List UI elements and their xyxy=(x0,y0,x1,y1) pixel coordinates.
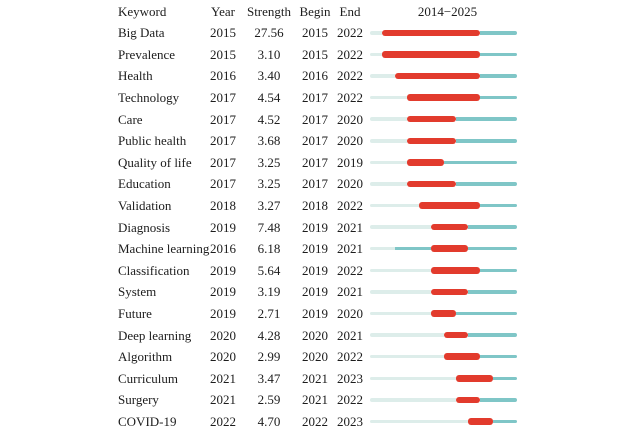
keyword-cell: Public health xyxy=(118,133,187,149)
timeline-cell xyxy=(370,29,517,37)
begin-cell: 2019 xyxy=(302,241,328,257)
table-row xyxy=(0,44,640,66)
end-cell: 2021 xyxy=(337,284,363,300)
pre-appearance-segment xyxy=(370,269,431,273)
post-burst-segment xyxy=(444,161,518,165)
begin-cell: 2017 xyxy=(302,154,328,170)
pre-appearance-segment xyxy=(370,333,444,337)
table-row xyxy=(0,368,640,390)
pre-appearance-segment xyxy=(370,204,419,208)
post-burst-segment xyxy=(480,269,517,273)
post-burst-segment xyxy=(480,355,517,359)
burst-segment xyxy=(431,224,468,231)
burst-timeline-bar xyxy=(370,266,517,274)
pre-appearance-segment xyxy=(370,139,407,143)
burst-timeline-bar xyxy=(370,137,517,145)
strength-cell: 4.28 xyxy=(257,327,281,343)
end-cell: 2021 xyxy=(337,241,363,257)
table-row xyxy=(0,303,640,325)
begin-cell: 2016 xyxy=(302,68,328,84)
burst-segment xyxy=(431,289,468,296)
strength-cell: 3.25 xyxy=(257,154,281,170)
pre-appearance-segment xyxy=(370,420,468,424)
burst-timeline-bar xyxy=(370,245,517,253)
table-row xyxy=(0,281,640,303)
timeline-cell xyxy=(370,331,517,339)
keyword-cell: Deep learning xyxy=(118,327,192,343)
year-cell: 2017 xyxy=(210,154,236,170)
timeline-cell xyxy=(370,158,517,166)
year-cell: 2019 xyxy=(210,284,236,300)
end-cell: 2021 xyxy=(337,219,363,235)
table-row xyxy=(0,216,640,238)
timeline-cell xyxy=(370,137,517,145)
burst-segment xyxy=(395,73,481,80)
year-cell: 2018 xyxy=(210,198,236,214)
burst-segment xyxy=(407,94,481,101)
post-burst-segment xyxy=(480,31,517,35)
pre-appearance-segment xyxy=(370,225,431,229)
table-row xyxy=(0,22,640,44)
year-cell: 2016 xyxy=(210,241,236,257)
table-row xyxy=(0,324,640,346)
keyword-cell: COVID-19 xyxy=(118,413,177,429)
burst-segment xyxy=(407,159,444,166)
strength-cell: 4.54 xyxy=(257,90,281,106)
burst-timeline-bar xyxy=(370,310,517,318)
strength-cell: 2.71 xyxy=(257,306,281,322)
strength-cell: 3.25 xyxy=(257,176,281,192)
burst-segment xyxy=(419,202,480,209)
timeline-cell xyxy=(370,310,517,318)
post-burst-segment xyxy=(480,74,517,78)
column-header-begin: Begin xyxy=(299,4,331,19)
table-row xyxy=(0,346,640,368)
strength-cell: 4.52 xyxy=(257,111,281,127)
begin-cell: 2015 xyxy=(302,46,328,62)
burst-timeline-bar xyxy=(370,223,517,231)
table-row xyxy=(0,195,640,217)
timeline-cell xyxy=(370,396,517,404)
pre-appearance-segment xyxy=(370,355,444,359)
pre-burst-segment xyxy=(395,247,432,251)
burst-timeline-bar xyxy=(370,396,517,404)
end-cell: 2022 xyxy=(337,25,363,41)
keyword-cell: System xyxy=(118,284,157,300)
begin-cell: 2017 xyxy=(302,133,328,149)
keyword-cell: Validation xyxy=(118,198,172,214)
post-burst-segment xyxy=(456,312,517,316)
burst-timeline-bar xyxy=(370,29,517,37)
strength-cell: 27.56 xyxy=(254,25,284,41)
burst-timeline-bar xyxy=(370,180,517,188)
year-cell: 2019 xyxy=(210,219,236,235)
timeline-cell xyxy=(370,417,517,425)
keyword-cell: Prevalence xyxy=(118,46,176,62)
post-burst-segment xyxy=(456,139,517,143)
timeline-cell xyxy=(370,245,517,253)
year-cell: 2019 xyxy=(210,262,236,278)
strength-cell: 3.19 xyxy=(257,284,281,300)
table-row xyxy=(0,238,640,260)
pre-appearance-segment xyxy=(370,53,382,57)
keyword-cell: Diagnosis xyxy=(118,219,170,235)
strength-cell: 4.70 xyxy=(257,413,281,429)
end-cell: 2022 xyxy=(337,198,363,214)
table-row xyxy=(0,152,640,174)
post-burst-segment xyxy=(468,247,517,251)
end-cell: 2023 xyxy=(337,413,363,429)
pre-appearance-segment xyxy=(370,117,407,121)
year-cell: 2017 xyxy=(210,90,236,106)
begin-cell: 2015 xyxy=(302,25,328,41)
post-burst-segment xyxy=(480,398,517,402)
begin-cell: 2019 xyxy=(302,219,328,235)
begin-cell: 2021 xyxy=(302,392,328,408)
pre-appearance-segment xyxy=(370,377,456,381)
year-cell: 2015 xyxy=(210,25,236,41)
end-cell: 2022 xyxy=(337,392,363,408)
begin-cell: 2017 xyxy=(302,90,328,106)
pre-appearance-segment xyxy=(370,247,395,251)
burst-segment xyxy=(407,116,456,123)
pre-appearance-segment xyxy=(370,74,395,78)
timeline-cell xyxy=(370,288,517,296)
burst-timeline-bar xyxy=(370,50,517,58)
pre-appearance-segment xyxy=(370,312,431,316)
timeline-cell xyxy=(370,72,517,80)
year-cell: 2021 xyxy=(210,392,236,408)
year-cell: 2017 xyxy=(210,176,236,192)
year-cell: 2020 xyxy=(210,327,236,343)
table-body xyxy=(0,22,640,432)
burst-segment xyxy=(407,181,456,188)
keyword-cell: Education xyxy=(118,176,171,192)
strength-cell: 3.40 xyxy=(257,68,281,84)
table-row xyxy=(0,173,640,195)
end-cell: 2019 xyxy=(337,154,363,170)
burst-segment xyxy=(382,30,480,37)
end-cell: 2020 xyxy=(337,133,363,149)
begin-cell: 2020 xyxy=(302,327,328,343)
burst-segment xyxy=(382,51,480,58)
strength-cell: 2.59 xyxy=(257,392,281,408)
pre-appearance-segment xyxy=(370,182,407,186)
post-burst-segment xyxy=(480,96,517,100)
strength-cell: 3.10 xyxy=(257,46,281,62)
burst-timeline-bar xyxy=(370,417,517,425)
end-cell: 2020 xyxy=(337,176,363,192)
column-header-year: Year xyxy=(211,4,235,19)
strength-cell: 3.27 xyxy=(257,198,281,214)
year-cell: 2017 xyxy=(210,133,236,149)
end-cell: 2022 xyxy=(337,46,363,62)
burst-timeline-bar xyxy=(370,158,517,166)
strength-cell: 5.64 xyxy=(257,262,281,278)
column-header-keyword: Keyword xyxy=(118,4,167,19)
table-header-row xyxy=(0,1,640,22)
end-cell: 2022 xyxy=(337,90,363,106)
burst-timeline-bar xyxy=(370,353,517,361)
post-burst-segment xyxy=(468,290,517,294)
keyword-cell: Health xyxy=(118,68,153,84)
burst-timeline-bar xyxy=(370,72,517,80)
burst-segment xyxy=(431,245,468,252)
burst-timeline-bar xyxy=(370,115,517,123)
keyword-cell: Big Data xyxy=(118,25,165,41)
table-row xyxy=(0,411,640,433)
pre-appearance-segment xyxy=(370,96,407,100)
burst-segment xyxy=(468,418,493,425)
begin-cell: 2019 xyxy=(302,306,328,322)
strength-cell: 3.47 xyxy=(257,370,281,386)
timeline-cell xyxy=(370,50,517,58)
pre-appearance-segment xyxy=(370,31,382,35)
burst-timeline-bar xyxy=(370,374,517,382)
timeline-cell xyxy=(370,223,517,231)
table-row xyxy=(0,108,640,130)
strength-cell: 3.68 xyxy=(257,133,281,149)
begin-cell: 2018 xyxy=(302,198,328,214)
strength-cell: 2.99 xyxy=(257,349,281,365)
table-row xyxy=(0,260,640,282)
keyword-cell: Future xyxy=(118,306,152,322)
burst-timeline-bar xyxy=(370,202,517,210)
end-cell: 2022 xyxy=(337,262,363,278)
post-burst-segment xyxy=(468,225,517,229)
burst-segment xyxy=(431,310,456,317)
keyword-cell: Curriculum xyxy=(118,370,178,386)
end-cell: 2022 xyxy=(337,349,363,365)
begin-cell: 2019 xyxy=(302,284,328,300)
timeline-cell xyxy=(370,180,517,188)
year-cell: 2022 xyxy=(210,413,236,429)
post-burst-segment xyxy=(480,204,517,208)
post-burst-segment xyxy=(480,53,517,57)
burst-segment xyxy=(456,397,481,404)
keyword-cell: Care xyxy=(118,111,143,127)
end-cell: 2022 xyxy=(337,68,363,84)
timeline-cell xyxy=(370,202,517,210)
year-cell: 2021 xyxy=(210,370,236,386)
timeline-cell xyxy=(370,115,517,123)
post-burst-segment xyxy=(493,420,518,424)
burst-timeline-bar xyxy=(370,331,517,339)
burst-timeline-bar xyxy=(370,288,517,296)
burst-segment xyxy=(456,375,493,382)
year-cell: 2019 xyxy=(210,306,236,322)
keyword-cell: Quality of life xyxy=(118,154,192,170)
begin-cell: 2019 xyxy=(302,262,328,278)
table-row xyxy=(0,130,640,152)
keyword-cell: Surgery xyxy=(118,392,159,408)
pre-appearance-segment xyxy=(370,290,431,294)
burst-segment xyxy=(431,267,480,274)
pre-appearance-segment xyxy=(370,398,456,402)
table-row xyxy=(0,65,640,87)
keyword-cell: Algorithm xyxy=(118,349,173,365)
end-cell: 2020 xyxy=(337,306,363,322)
begin-cell: 2017 xyxy=(302,111,328,127)
burst-timeline-bar xyxy=(370,94,517,102)
keyword-cell: Classification xyxy=(118,262,190,278)
year-cell: 2020 xyxy=(210,349,236,365)
post-burst-segment xyxy=(468,333,517,337)
timeline-cell xyxy=(370,353,517,361)
year-cell: 2015 xyxy=(210,46,236,62)
post-burst-segment xyxy=(456,182,517,186)
table-row xyxy=(0,87,640,109)
keyword-cell: Technology xyxy=(118,90,180,106)
end-cell: 2020 xyxy=(337,111,363,127)
burst-segment xyxy=(407,138,456,145)
burst-segment xyxy=(444,332,469,339)
post-burst-segment xyxy=(456,117,517,121)
timeline-cell xyxy=(370,94,517,102)
begin-cell: 2017 xyxy=(302,176,328,192)
end-cell: 2021 xyxy=(337,327,363,343)
column-header-strength: Strength xyxy=(246,4,292,19)
column-header-timeline-range: 2014−2025 xyxy=(417,4,478,19)
burst-segment xyxy=(444,353,481,360)
begin-cell: 2020 xyxy=(302,349,328,365)
strength-cell: 6.18 xyxy=(257,241,281,257)
year-cell: 2016 xyxy=(210,68,236,84)
begin-cell: 2021 xyxy=(302,370,328,386)
begin-cell: 2022 xyxy=(302,413,328,429)
end-cell: 2023 xyxy=(337,370,363,386)
strength-cell: 7.48 xyxy=(257,219,281,235)
post-burst-segment xyxy=(493,377,518,381)
timeline-cell xyxy=(370,266,517,274)
table-row xyxy=(0,389,640,411)
column-header-end: End xyxy=(339,4,361,19)
year-cell: 2017 xyxy=(210,111,236,127)
pre-appearance-segment xyxy=(370,161,407,165)
keyword-cell: Machine learning xyxy=(118,241,210,257)
timeline-cell xyxy=(370,374,517,382)
